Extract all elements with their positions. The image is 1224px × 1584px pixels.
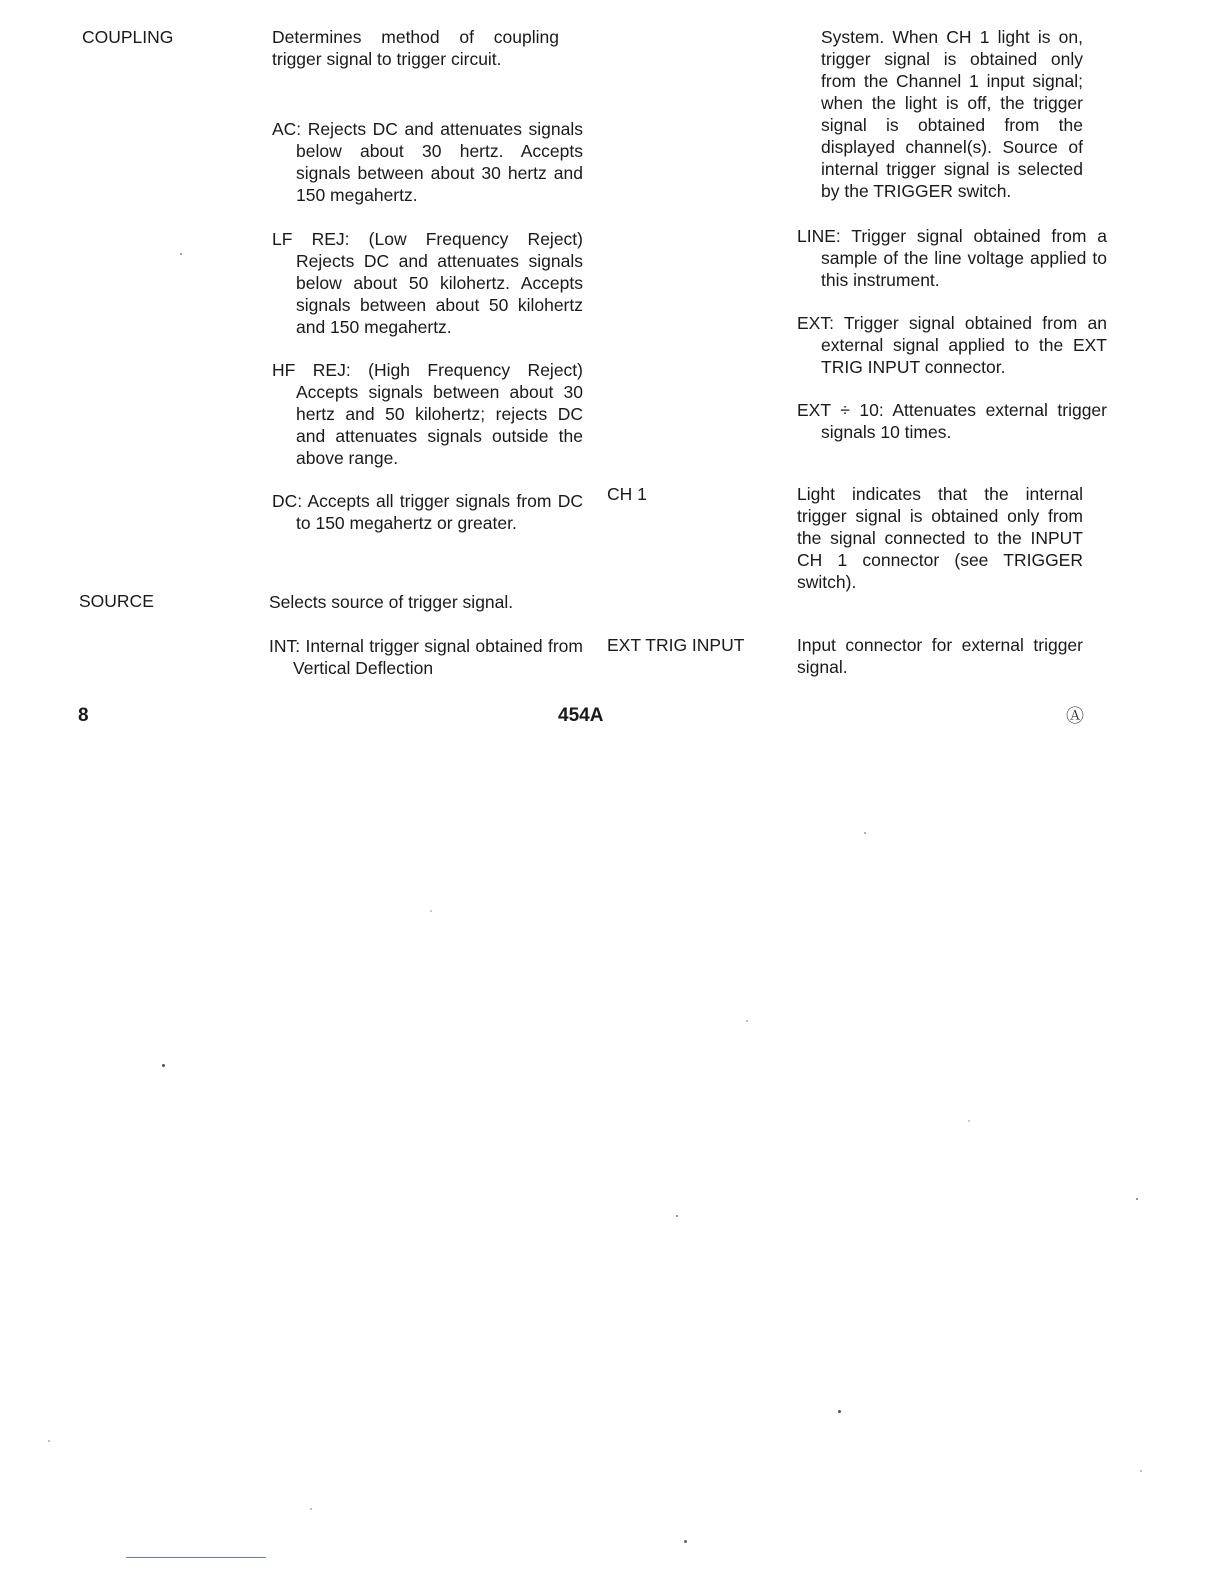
scan-speck	[746, 1020, 748, 1022]
revision-mark-icon: Ⓐ	[1066, 706, 1084, 726]
scan-speck	[48, 1440, 50, 1442]
ext-trig-input-label: EXT TRIG INPUT	[607, 635, 745, 655]
source-int-continuation: System. When CH 1 light is on, trigger signal is obtained only from the Channel 1 input signal; when the light is off, the trigger signal is obtained from the displayed channel(s). Source of internal trigger signal is selected by the TRIGGER switch.	[821, 27, 1083, 201]
model-number: 454A	[558, 705, 604, 726]
source-label: SOURCE	[79, 591, 154, 611]
scan-speck	[180, 253, 182, 255]
coupling-ac-item: AC: Rejects DC and attenuates signals below about 30 hertz. Accepts signals between about 30 hertz and 150 megahertz.	[272, 119, 583, 205]
coupling-lf-rej-item: LF REJ: (Low Frequency Reject) Rejects DC and attenuates signals below about 50 kilohertz. Accepts signals between about 50 kilohertz and 150 megahertz.	[272, 229, 583, 337]
scan-artifact-line	[126, 1557, 266, 1558]
page-number: 8	[78, 705, 89, 726]
source-ext-div10-item: EXT ÷ 10: Attenuates external trigger signals 10 times.	[797, 400, 1107, 442]
scan-speck	[1136, 1198, 1138, 1200]
scan-speck	[1140, 1470, 1142, 1472]
scan-speck	[684, 1540, 687, 1543]
coupling-description: Determines method of coupling trigger signal to trigger circuit.	[272, 27, 559, 69]
scan-speck	[430, 910, 432, 912]
coupling-hf-rej-item: HF REJ: (High Frequency Reject) Accepts signals between about 30 hertz and 50 kilohertz; rejects DC and attenuates signals outside the above range.	[272, 360, 583, 468]
ch1-label: CH 1	[607, 484, 647, 504]
source-description: Selects source of trigger signal.	[269, 592, 514, 612]
coupling-dc-item: DC: Accepts all trigger signals from DC to 150 megahertz or greater.	[272, 491, 583, 533]
scan-speck	[310, 1508, 312, 1510]
ch1-description: Light indicates that the internal trigger signal is obtained only from the signal connected to the INPUT CH 1 connector (see TRIGGER switch).	[797, 484, 1083, 592]
scan-speck	[676, 1215, 678, 1217]
scan-speck	[162, 1064, 165, 1067]
source-int-item: INT: Internal trigger signal obtained from Vertical Deflection	[269, 636, 583, 678]
source-line-item: LINE: Trigger signal obtained from a sample of the line voltage applied to this instrument.	[797, 226, 1107, 290]
scan-speck	[838, 1410, 841, 1413]
scan-speck	[968, 1120, 970, 1122]
coupling-label: COUPLING	[82, 27, 174, 47]
scan-speck	[864, 832, 866, 834]
source-ext-item: EXT: Trigger signal obtained from an external signal applied to the EXT TRIG INPUT connector.	[797, 313, 1107, 377]
ext-trig-input-description: Input connector for external trigger signal.	[797, 635, 1083, 677]
